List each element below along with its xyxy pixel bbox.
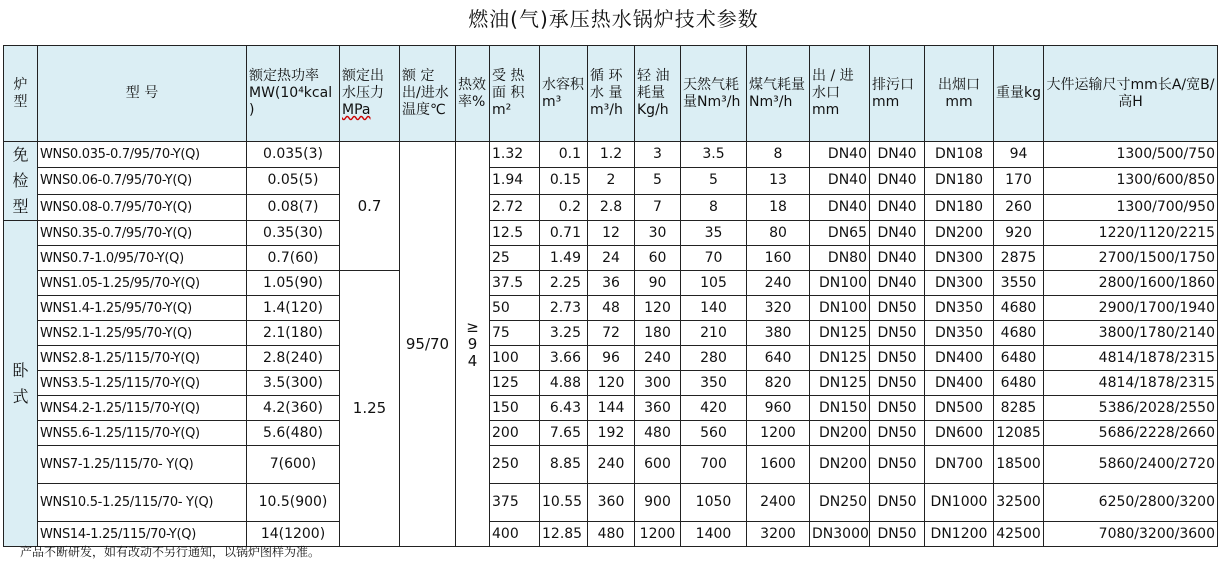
cell-size: 2900/1700/1940 (1044, 296, 1218, 321)
cell-coalgas: 1600 (747, 446, 810, 484)
cell-model: WNS2.1-1.25/95/70-Y(Q) (38, 321, 247, 346)
cell-temperature: 95/70 (400, 142, 456, 547)
table-row (4, 321, 1218, 346)
cell-pressure-0-7: 0.7 (340, 142, 400, 271)
cell-drain: DN40 (870, 271, 925, 296)
header-model: 型 号 (38, 46, 247, 142)
cell-power: 4.2(360) (247, 396, 340, 421)
cell-area: 200 (490, 421, 540, 446)
cell-drain: DN50 (870, 346, 925, 371)
cell-gas: 1050 (681, 484, 747, 522)
cell-weight: 32500 (994, 484, 1044, 522)
cell-volume: 4.88 (540, 371, 588, 396)
cell-drain: DN50 (870, 396, 925, 421)
header-pressure: 额定出 水压力 MPa (340, 46, 400, 142)
cell-smoke: DN500 (925, 396, 994, 421)
cell-coalgas: 13 (747, 168, 810, 194)
cell-oil: 3 (635, 142, 681, 168)
cell-oil: 900 (635, 484, 681, 522)
cell-size: 2700/1500/1750 (1044, 246, 1218, 271)
cell-power: 1.05(90) (247, 271, 340, 296)
cell-power: 1.4(120) (247, 296, 340, 321)
cell-power: 0.7(60) (247, 246, 340, 271)
table-row (4, 194, 1218, 220)
cell-oil: 300 (635, 371, 681, 396)
cell-volume: 0.2 (540, 194, 588, 220)
cell-weight: 94 (994, 142, 1044, 168)
cell-inlet: DN80 (810, 246, 870, 271)
cell-coalgas: 1200 (747, 421, 810, 446)
cell-coalgas: 80 (747, 221, 810, 246)
cell-model: WNS1.05-1.25/95/70-Y(Q) (38, 271, 247, 296)
cell-coalgas: 640 (747, 346, 810, 371)
cell-flow: 120 (588, 371, 635, 396)
cell-smoke: DN180 (925, 194, 994, 220)
cell-oil: 7 (635, 194, 681, 220)
cell-smoke: DN180 (925, 168, 994, 194)
cell-volume: 2.25 (540, 271, 588, 296)
table-row (4, 522, 1218, 547)
cell-size: 6250/2800/3200 (1044, 484, 1218, 522)
cell-flow: 2.8 (588, 194, 635, 220)
table-row (4, 421, 1218, 446)
cell-inlet: DN65 (810, 221, 870, 246)
cell-size: 4814/1878/2315 (1044, 346, 1218, 371)
cell-model: WNS7-1.25/115/70- Y(Q) (38, 446, 247, 484)
cell-size: 5686/2228/2660 (1044, 421, 1218, 446)
cell-model: WNS4.2-1.25/115/70-Y(Q) (38, 396, 247, 421)
cell-weight: 6480 (994, 346, 1044, 371)
table-row (4, 371, 1218, 396)
cell-flow: 240 (588, 446, 635, 484)
cell-oil: 240 (635, 346, 681, 371)
cell-power: 0.035(3) (247, 142, 340, 168)
cell-gas: 8 (681, 194, 747, 220)
cell-coalgas: 380 (747, 321, 810, 346)
cell-smoke: DN1200 (925, 522, 994, 547)
cell-area: 1.94 (490, 168, 540, 194)
cell-model: WNS0.035-0.7/95/70-Y(Q) (38, 142, 247, 168)
cell-drain: DN40 (870, 168, 925, 194)
cell-smoke: DN350 (925, 321, 994, 346)
cell-size: 5860/2400/2720 (1044, 446, 1218, 484)
header-temp: 额 定出/进水 温度℃ (400, 46, 456, 142)
cell-model: WNS0.35-0.7/95/70-Y(Q) (38, 221, 247, 246)
cell-drain: DN50 (870, 446, 925, 484)
cell-gas: 700 (681, 446, 747, 484)
table-row (4, 484, 1218, 522)
cell-weight: 920 (994, 221, 1044, 246)
cell-area: 400 (490, 522, 540, 547)
cell-flow: 12 (588, 221, 635, 246)
cell-power: 0.35(30) (247, 221, 340, 246)
cell-oil: 120 (635, 296, 681, 321)
cell-oil: 480 (635, 421, 681, 446)
cell-gas: 3.5 (681, 142, 747, 168)
cell-inlet: DN100 (810, 271, 870, 296)
cell-inlet: DN100 (810, 296, 870, 321)
cell-area: 125 (490, 371, 540, 396)
cell-weight: 42500 (994, 522, 1044, 547)
cell-oil: 90 (635, 271, 681, 296)
cell-model: WNS3.5-1.25/115/70-Y(Q) (38, 371, 247, 396)
cell-volume: 0.71 (540, 221, 588, 246)
cell-coalgas: 320 (747, 296, 810, 321)
cell-model: WNS1.4-1.25/95/70-Y(Q) (38, 296, 247, 321)
header-volume: 水容积m³ (540, 46, 588, 142)
cell-smoke: DN108 (925, 142, 994, 168)
page-title: 燃油(气)承压热水锅炉技术参数 (468, 7, 759, 31)
cell-oil: 600 (635, 446, 681, 484)
cell-drain: DN50 (870, 296, 925, 321)
cell-area: 1.32 (490, 142, 540, 168)
cell-area: 150 (490, 396, 540, 421)
cell-drain: DN50 (870, 484, 925, 522)
cell-inlet: DN40 (810, 194, 870, 220)
spec-table-wrapper (3, 45, 1218, 547)
cell-flow: 144 (588, 396, 635, 421)
cell-power: 2.1(180) (247, 321, 340, 346)
cell-gas: 210 (681, 321, 747, 346)
cell-oil: 60 (635, 246, 681, 271)
cell-volume: 0.15 (540, 168, 588, 194)
header-oil: 轻 油耗量Kg/h (635, 46, 681, 142)
cell-drain: DN40 (870, 194, 925, 220)
cell-area: 25 (490, 246, 540, 271)
cell-power: 2.8(240) (247, 346, 340, 371)
cell-volume: 0.1 (540, 142, 588, 168)
cell-model: WNS0.06-0.7/95/70-Y(Q) (38, 168, 247, 194)
cell-smoke: DN200 (925, 221, 994, 246)
cell-weight: 6480 (994, 371, 1044, 396)
cell-gas: 140 (681, 296, 747, 321)
cell-flow: 480 (588, 522, 635, 547)
cell-area: 375 (490, 484, 540, 522)
cell-flow: 96 (588, 346, 635, 371)
cell-coalgas: 2400 (747, 484, 810, 522)
group-free-inspection: 免检型 (4, 142, 38, 221)
cell-power: 10.5(900) (247, 484, 340, 522)
cell-inlet: DN125 (810, 371, 870, 396)
cell-flow: 360 (588, 484, 635, 522)
cell-flow: 36 (588, 271, 635, 296)
cell-model: WNS2.8-1.25/115/70-Y(Q) (38, 346, 247, 371)
cell-inlet: DN40 (810, 142, 870, 168)
cell-drain: DN40 (870, 221, 925, 246)
spec-table-body (4, 142, 1218, 547)
table-row (4, 142, 1218, 168)
cell-weight: 4680 (994, 296, 1044, 321)
cell-size: 1220/1120/2215 (1044, 221, 1218, 246)
cell-area: 50 (490, 296, 540, 321)
header-gas: 天然气耗 量Nm³/h (681, 46, 747, 142)
header-inlet: 出 / 进水口mm (810, 46, 870, 142)
cell-drain: DN50 (870, 522, 925, 547)
cell-flow: 24 (588, 246, 635, 271)
cell-gas: 560 (681, 421, 747, 446)
cell-weight: 260 (994, 194, 1044, 220)
header-coalgas: 煤气耗量Nm³/h (747, 46, 810, 142)
cell-smoke: DN300 (925, 271, 994, 296)
spec-table (3, 45, 1218, 547)
table-row (4, 296, 1218, 321)
table-row (4, 346, 1218, 371)
cell-smoke: DN600 (925, 421, 994, 446)
cell-power: 14(1200) (247, 522, 340, 547)
cell-oil: 360 (635, 396, 681, 421)
footer-note: 产品不断研发，如有改动不另行通知，以锅炉图样为准。 (20, 545, 321, 559)
cell-size: 3800/1780/2140 (1044, 321, 1218, 346)
cell-weight: 170 (994, 168, 1044, 194)
cell-power: 3.5(300) (247, 371, 340, 396)
cell-flow: 72 (588, 321, 635, 346)
cell-volume: 3.66 (540, 346, 588, 371)
cell-gas: 105 (681, 271, 747, 296)
cell-inlet: DN40 (810, 168, 870, 194)
cell-model: WNS0.08-0.7/95/70-Y(Q) (38, 194, 247, 220)
cell-area: 250 (490, 446, 540, 484)
cell-volume: 6.43 (540, 396, 588, 421)
header-weight: 重量kg (994, 46, 1044, 142)
header-type: 炉型 (4, 46, 38, 142)
cell-gas: 5 (681, 168, 747, 194)
cell-power: 5.6(480) (247, 421, 340, 446)
cell-volume: 2.73 (540, 296, 588, 321)
cell-smoke: DN350 (925, 296, 994, 321)
cell-volume: 7.65 (540, 421, 588, 446)
cell-power: 0.05(5) (247, 168, 340, 194)
cell-area: 37.5 (490, 271, 540, 296)
table-row (4, 246, 1218, 271)
cell-drain: DN50 (870, 421, 925, 446)
table-row (4, 271, 1218, 296)
header-power: 额定热功率 MW(10⁴kcal ) (247, 46, 340, 142)
cell-weight: 12085 (994, 421, 1044, 446)
cell-coalgas: 18 (747, 194, 810, 220)
cell-oil: 1200 (635, 522, 681, 547)
cell-drain: DN50 (870, 371, 925, 396)
cell-size: 4814/1878/2315 (1044, 371, 1218, 396)
table-row (4, 446, 1218, 484)
header-flow: 循 环水 量m³/h (588, 46, 635, 142)
cell-coalgas: 3200 (747, 522, 810, 547)
cell-drain: DN40 (870, 246, 925, 271)
cell-size: 5386/2028/2550 (1044, 396, 1218, 421)
cell-model: WNS5.6-1.25/115/70-Y(Q) (38, 421, 247, 446)
cell-weight: 8285 (994, 396, 1044, 421)
cell-efficiency: ≥94 (456, 142, 490, 547)
cell-pressure-1-25: 1.25 (340, 271, 400, 547)
cell-drain: DN50 (870, 321, 925, 346)
header-size: 大件运输尺寸mm长A/宽B/高H (1044, 46, 1218, 142)
cell-power: 0.08(7) (247, 194, 340, 220)
header-eff: 热效率% (456, 46, 490, 142)
cell-model: WNS14-1.25/115/70-Y(Q) (38, 522, 247, 547)
cell-inlet: DN200 (810, 446, 870, 484)
cell-weight: 18500 (994, 446, 1044, 484)
table-row (4, 396, 1218, 421)
cell-inlet: DN125 (810, 346, 870, 371)
cell-gas: 1400 (681, 522, 747, 547)
table-row (4, 221, 1218, 246)
header-drain: 排污口mm (870, 46, 925, 142)
cell-size: 1300/600/850 (1044, 168, 1218, 194)
cell-gas: 350 (681, 371, 747, 396)
cell-gas: 420 (681, 396, 747, 421)
cell-smoke: DN400 (925, 371, 994, 396)
cell-volume: 12.85 (540, 522, 588, 547)
cell-flow: 192 (588, 421, 635, 446)
header-smoke: 出烟口mm (925, 46, 994, 142)
cell-weight: 4680 (994, 321, 1044, 346)
cell-volume: 10.55 (540, 484, 588, 522)
cell-weight: 2875 (994, 246, 1044, 271)
cell-gas: 35 (681, 221, 747, 246)
cell-inlet: DN150 (810, 396, 870, 421)
cell-size: 1300/500/750 (1044, 142, 1218, 168)
cell-inlet: DN200 (810, 421, 870, 446)
cell-volume: 3.25 (540, 321, 588, 346)
cell-smoke: DN300 (925, 246, 994, 271)
cell-area: 75 (490, 321, 540, 346)
header-row (4, 46, 1218, 142)
cell-coalgas: 8 (747, 142, 810, 168)
table-row (4, 168, 1218, 194)
cell-flow: 1.2 (588, 142, 635, 168)
cell-oil: 180 (635, 321, 681, 346)
cell-power: 7(600) (247, 446, 340, 484)
cell-drain: DN40 (870, 142, 925, 168)
cell-size: 1300/700/950 (1044, 194, 1218, 220)
cell-inlet: DN3000 (810, 522, 870, 547)
group-horizontal: 卧式 (4, 221, 38, 547)
cell-area: 100 (490, 346, 540, 371)
header-area: 受 热面 积m² (490, 46, 540, 142)
cell-volume: 8.85 (540, 446, 588, 484)
cell-model: WNS0.7-1.0/95/70-Y(Q) (38, 246, 247, 271)
cell-model: WNS10.5-1.25/115/70- Y(Q) (38, 484, 247, 522)
cell-flow: 2 (588, 168, 635, 194)
cell-size: 2800/1600/1860 (1044, 271, 1218, 296)
cell-weight: 3550 (994, 271, 1044, 296)
cell-area: 2.72 (490, 194, 540, 220)
cell-oil: 5 (635, 168, 681, 194)
cell-area: 12.5 (490, 221, 540, 246)
cell-smoke: DN1000 (925, 484, 994, 522)
cell-inlet: DN250 (810, 484, 870, 522)
cell-volume: 1.49 (540, 246, 588, 271)
cell-gas: 70 (681, 246, 747, 271)
cell-inlet: DN125 (810, 321, 870, 346)
cell-coalgas: 960 (747, 396, 810, 421)
cell-flow: 48 (588, 296, 635, 321)
cell-coalgas: 160 (747, 246, 810, 271)
cell-smoke: DN700 (925, 446, 994, 484)
cell-smoke: DN400 (925, 346, 994, 371)
cell-coalgas: 240 (747, 271, 810, 296)
cell-gas: 280 (681, 346, 747, 371)
cell-coalgas: 820 (747, 371, 810, 396)
cell-oil: 30 (635, 221, 681, 246)
cell-size: 7080/3200/3600 (1044, 522, 1218, 547)
